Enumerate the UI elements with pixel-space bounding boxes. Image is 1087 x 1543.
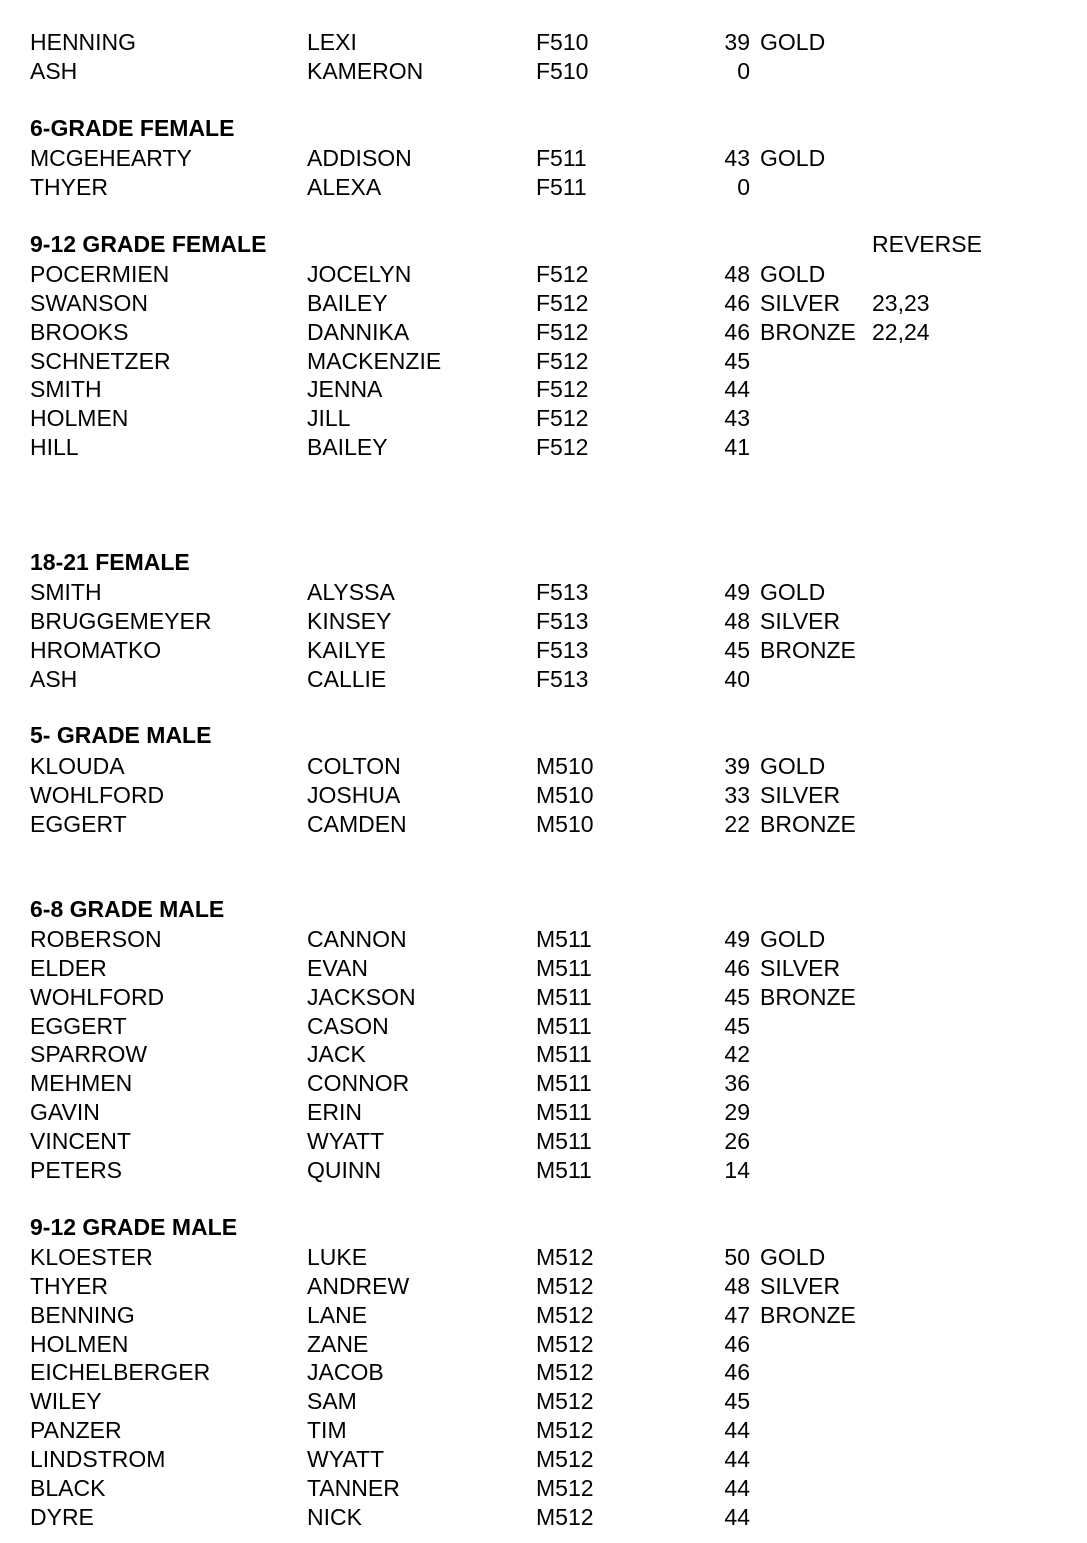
result-row xyxy=(0,173,1087,202)
last-name: POCERMIEN xyxy=(30,261,170,287)
first-name: QUINN xyxy=(307,1156,382,1183)
score: 45 xyxy=(724,983,750,1010)
class-code: F511 xyxy=(536,173,587,200)
first-name: JOSHUA xyxy=(307,781,401,808)
last-name: VINCENT xyxy=(30,1127,131,1154)
section-header xyxy=(0,1213,1087,1242)
section-header xyxy=(0,548,1087,577)
first-name: ZANE xyxy=(307,1330,369,1357)
first-name: KAILYE xyxy=(307,636,386,663)
last-name: WOHLFORD xyxy=(30,983,165,1010)
result-row xyxy=(0,1040,1087,1069)
last-name: SPARROW xyxy=(30,1041,148,1068)
medal: BRONZE xyxy=(760,983,856,1010)
class-code: M510 xyxy=(536,781,594,808)
class-code: M510 xyxy=(536,810,594,837)
result-row xyxy=(0,57,1087,86)
last-name: THYER xyxy=(30,1272,108,1299)
score: 44 xyxy=(724,1474,750,1501)
score: 40 xyxy=(724,665,750,692)
result-row xyxy=(0,28,1087,57)
last-name: MCGEHEARTY xyxy=(30,145,192,171)
medal: BRONZE xyxy=(760,318,856,345)
medal: SILVER xyxy=(760,954,841,981)
result-row xyxy=(0,1474,1087,1503)
first-name: LANE xyxy=(307,1301,368,1328)
result-row xyxy=(0,1098,1087,1127)
section-title: 6-GRADE FEMALE xyxy=(30,115,235,141)
medal: BRONZE xyxy=(760,1301,856,1328)
section-header xyxy=(0,230,1087,259)
score: 50 xyxy=(724,1244,750,1270)
reverse-column-label: REVERSE xyxy=(872,231,982,257)
section-header xyxy=(0,114,1087,143)
first-name: NICK xyxy=(307,1503,362,1530)
class-code: M511 xyxy=(536,1127,592,1154)
first-name: MACKENZIE xyxy=(307,347,442,374)
result-row xyxy=(0,1069,1087,1098)
score: 46 xyxy=(724,1359,750,1386)
class-code: M512 xyxy=(536,1330,594,1357)
first-name: LEXI xyxy=(307,29,357,55)
last-name: PETERS xyxy=(30,1156,123,1183)
result-row xyxy=(0,1272,1087,1301)
result-row xyxy=(0,404,1087,433)
first-name: WYATT xyxy=(307,1127,385,1154)
medal: GOLD xyxy=(760,1244,826,1270)
reverse-score: 22,24 xyxy=(872,318,930,345)
score: 0 xyxy=(737,57,750,84)
class-code: F513 xyxy=(536,636,589,663)
result-row xyxy=(0,433,1087,462)
score: 29 xyxy=(724,1099,750,1126)
last-name: BRUGGEMEYER xyxy=(30,607,212,634)
result-row xyxy=(0,1358,1087,1387)
first-name: JILL xyxy=(307,405,351,432)
score: 39 xyxy=(724,753,750,779)
first-name: LUKE xyxy=(307,1244,368,1270)
class-code: M512 xyxy=(536,1301,594,1328)
result-row xyxy=(0,375,1087,404)
last-name: WOHLFORD xyxy=(30,781,165,808)
first-name: JACOB xyxy=(307,1359,384,1386)
result-row xyxy=(0,260,1087,289)
class-code: F513 xyxy=(536,579,589,605)
last-name: HOLMEN xyxy=(30,405,129,432)
class-code: M510 xyxy=(536,753,594,779)
first-name: BAILEY xyxy=(307,289,388,316)
result-row xyxy=(0,1301,1087,1330)
first-name: ANDREW xyxy=(307,1272,410,1299)
result-row xyxy=(0,954,1087,983)
score: 47 xyxy=(724,1301,750,1328)
result-row xyxy=(0,144,1087,173)
score: 33 xyxy=(724,781,750,808)
last-name: EICHELBERGER xyxy=(30,1359,211,1386)
result-row xyxy=(0,781,1087,810)
score: 45 xyxy=(724,347,750,374)
first-name: JACKSON xyxy=(307,983,416,1010)
last-name: ASH xyxy=(30,57,78,84)
first-name: JOCELYN xyxy=(307,261,412,287)
result-row xyxy=(0,1387,1087,1416)
last-name: HROMATKO xyxy=(30,636,162,663)
section-title: 5- GRADE MALE xyxy=(30,722,212,748)
score: 41 xyxy=(724,434,750,461)
last-name: HILL xyxy=(30,434,79,461)
last-name: HENNING xyxy=(30,29,137,55)
last-name: HOLMEN xyxy=(30,1330,129,1357)
class-code: M512 xyxy=(536,1417,594,1444)
class-code: F512 xyxy=(536,405,589,432)
last-name: BLACK xyxy=(30,1474,106,1501)
class-code: M511 xyxy=(536,1156,592,1183)
first-name: ADDISON xyxy=(307,145,412,171)
medal: SILVER xyxy=(760,289,841,316)
first-name: CALLIE xyxy=(307,665,387,692)
section-title: 18-21 FEMALE xyxy=(30,549,190,575)
last-name: BENNING xyxy=(30,1301,135,1328)
result-row xyxy=(0,578,1087,607)
class-code: M511 xyxy=(536,954,592,981)
score: 46 xyxy=(724,289,750,316)
score: 36 xyxy=(724,1070,750,1097)
class-code: F512 xyxy=(536,376,589,403)
result-row xyxy=(0,636,1087,665)
last-name: EGGERT xyxy=(30,1012,127,1039)
result-row xyxy=(0,1330,1087,1359)
first-name: COLTON xyxy=(307,753,401,779)
class-code: F512 xyxy=(536,347,589,374)
score: 48 xyxy=(724,607,750,634)
score: 46 xyxy=(724,954,750,981)
score: 46 xyxy=(724,1330,750,1357)
last-name: ROBERSON xyxy=(30,926,162,952)
result-row xyxy=(0,665,1087,694)
class-code: M512 xyxy=(536,1474,594,1501)
score: 44 xyxy=(724,376,750,403)
class-code: M512 xyxy=(536,1503,594,1530)
medal: GOLD xyxy=(760,926,826,952)
class-code: F512 xyxy=(536,289,589,316)
last-name: SMITH xyxy=(30,579,102,605)
last-name: PANZER xyxy=(30,1417,122,1444)
last-name: KLOUDA xyxy=(30,753,125,779)
class-code: M512 xyxy=(536,1388,594,1415)
result-row xyxy=(0,318,1087,347)
class-code: F513 xyxy=(536,607,589,634)
score: 14 xyxy=(724,1156,750,1183)
last-name: WILEY xyxy=(30,1388,102,1415)
section-title: 9-12 GRADE MALE xyxy=(30,1214,238,1240)
class-code: M512 xyxy=(536,1359,594,1386)
first-name: JACK xyxy=(307,1041,366,1068)
first-name: CONNOR xyxy=(307,1070,410,1097)
class-code: M512 xyxy=(536,1445,594,1472)
first-name: ERIN xyxy=(307,1099,362,1126)
score: 44 xyxy=(724,1445,750,1472)
reverse-score: 23,23 xyxy=(872,289,930,316)
result-row xyxy=(0,607,1087,636)
result-row xyxy=(0,810,1087,839)
first-name: JENNA xyxy=(307,376,383,403)
class-code: F511 xyxy=(536,145,587,171)
class-code: M512 xyxy=(536,1272,594,1299)
score: 43 xyxy=(724,145,750,171)
class-code: M511 xyxy=(536,1012,592,1039)
first-name: CANNON xyxy=(307,926,407,952)
medal: BRONZE xyxy=(760,810,856,837)
medal: SILVER xyxy=(760,1272,841,1299)
medal: SILVER xyxy=(760,781,841,808)
last-name: KLOESTER xyxy=(30,1244,153,1270)
last-name: MEHMEN xyxy=(30,1070,133,1097)
score: 39 xyxy=(724,29,750,55)
first-name: ALYSSA xyxy=(307,579,395,605)
medal: BRONZE xyxy=(760,636,856,663)
score: 48 xyxy=(724,261,750,287)
medal: GOLD xyxy=(760,29,826,55)
first-name: DANNIKA xyxy=(307,318,410,345)
last-name: SCHNETZER xyxy=(30,347,171,374)
last-name: EGGERT xyxy=(30,810,127,837)
first-name: TIM xyxy=(307,1417,347,1444)
medal: SILVER xyxy=(760,607,841,634)
score: 45 xyxy=(724,636,750,663)
class-code: F512 xyxy=(536,318,589,345)
section-header xyxy=(0,721,1087,750)
first-name: CASON xyxy=(307,1012,389,1039)
score: 42 xyxy=(724,1041,750,1068)
result-row xyxy=(0,1416,1087,1445)
first-name: SAM xyxy=(307,1388,357,1415)
result-row xyxy=(0,1156,1087,1185)
first-name: EVAN xyxy=(307,954,368,981)
class-code: M511 xyxy=(536,1041,592,1068)
last-name: ASH xyxy=(30,665,78,692)
medal: GOLD xyxy=(760,261,826,287)
medal: GOLD xyxy=(760,753,826,779)
result-row xyxy=(0,289,1087,318)
last-name: ELDER xyxy=(30,954,107,981)
class-code: M511 xyxy=(536,1070,592,1097)
class-code: F510 xyxy=(536,57,589,84)
result-row xyxy=(0,1012,1087,1041)
medal: GOLD xyxy=(760,579,826,605)
result-row xyxy=(0,1127,1087,1156)
score: 49 xyxy=(724,926,750,952)
section-header xyxy=(0,895,1087,924)
last-name: SMITH xyxy=(30,376,102,403)
section-title: 6-8 GRADE MALE xyxy=(30,896,225,922)
first-name: KAMERON xyxy=(307,57,424,84)
class-code: M512 xyxy=(536,1244,594,1270)
score: 48 xyxy=(724,1272,750,1299)
result-row xyxy=(0,1243,1087,1272)
last-name: THYER xyxy=(30,173,108,200)
last-name: BROOKS xyxy=(30,318,129,345)
result-row xyxy=(0,347,1087,376)
first-name: WYATT xyxy=(307,1445,385,1472)
first-name: KINSEY xyxy=(307,607,392,634)
first-name: BAILEY xyxy=(307,434,388,461)
class-code: M511 xyxy=(536,926,592,952)
last-name: LINDSTROM xyxy=(30,1445,166,1472)
score: 44 xyxy=(724,1503,750,1530)
score: 46 xyxy=(724,318,750,345)
first-name: CAMDEN xyxy=(307,810,407,837)
last-name: SWANSON xyxy=(30,289,148,316)
class-code: F512 xyxy=(536,261,589,287)
score: 43 xyxy=(724,405,750,432)
section-title: 9-12 GRADE FEMALE xyxy=(30,231,267,257)
medal: GOLD xyxy=(760,145,826,171)
result-row xyxy=(0,1503,1087,1532)
score: 0 xyxy=(737,173,750,200)
score: 45 xyxy=(724,1012,750,1039)
score: 44 xyxy=(724,1417,750,1444)
first-name: TANNER xyxy=(307,1474,400,1501)
result-row xyxy=(0,925,1087,954)
first-name: ALEXA xyxy=(307,173,382,200)
last-name: DYRE xyxy=(30,1503,94,1530)
score: 49 xyxy=(724,579,750,605)
last-name: GAVIN xyxy=(30,1099,100,1126)
result-row xyxy=(0,752,1087,781)
score: 22 xyxy=(724,810,750,837)
class-code: F513 xyxy=(536,665,589,692)
class-code: F512 xyxy=(536,434,589,461)
result-row xyxy=(0,1445,1087,1474)
score: 26 xyxy=(724,1127,750,1154)
class-code: F510 xyxy=(536,29,589,55)
class-code: M511 xyxy=(536,983,592,1010)
score: 45 xyxy=(724,1388,750,1415)
result-row xyxy=(0,983,1087,1012)
class-code: M511 xyxy=(536,1099,592,1126)
